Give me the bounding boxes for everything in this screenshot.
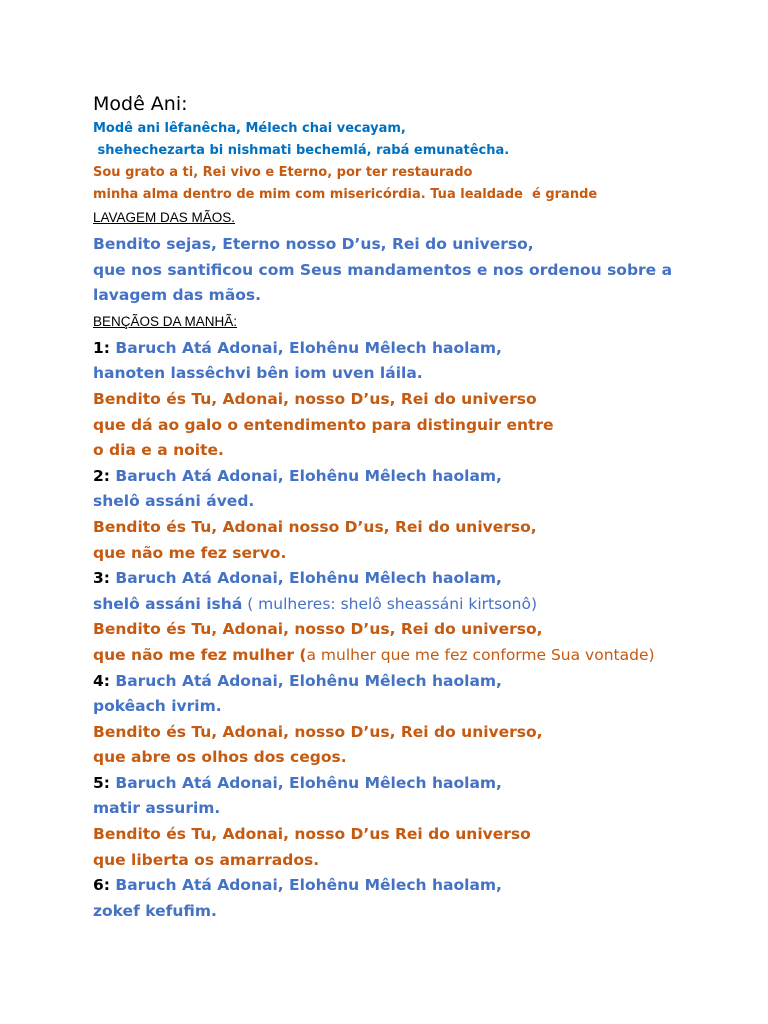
page-title: Modê Ani: [93, 93, 188, 115]
blessing-2-translation-line-1: Bendito és Tu, Adonai nosso D’us, Rei do universo, [93, 517, 537, 536]
lavagem-line-1: Bendito sejas, Eterno nosso D’us, Rei do universo, [93, 235, 534, 253]
blessing-3-hebrew-text-2: shelô assáni ishá [93, 594, 243, 613]
lavagem-line-2: que nos santificou com Seus mandamentos e nos ordenou sobre a [93, 260, 673, 279]
blessing-3-translation-note: a mulher que me fez conforme Sua vontade) [306, 645, 655, 664]
document-page [93, 90, 753, 924]
blessing-2-translation-line-2: que não me fez servo. [93, 543, 287, 562]
blessing-5-number: 5: [93, 773, 110, 792]
blessing-1-translation-line-2: que dá ao galo o entendimento para distinguir entre [93, 415, 554, 434]
blessing-5-hebrew-line-1 [93, 771, 753, 797]
lavagem-line-3: lavagem das mãos. [93, 286, 262, 305]
blessing-3-translation-text: que não me fez mulher ( [93, 645, 307, 664]
blessing-4-hebrew-line-1 [93, 669, 753, 695]
mode-ani-hebrew-line-2: shehechezarta bi nishmati bechemlá, rabá emunatêcha. [93, 143, 510, 158]
blessing-3-hebrew-line-2 [93, 592, 753, 618]
blessing-6-hebrew-line-1 [93, 873, 753, 899]
blessing-1-translation-line-1: Bendito és Tu, Adonai, nosso D’us, Rei do universo [93, 389, 537, 408]
blessing-4-hebrew-text: Baruch Atá Adonai, Elohênu Mêlech haolam, [109, 671, 502, 690]
blessing-4-translation-line-2: que abre os olhos dos cegos. [93, 748, 347, 767]
blessing-3-translation-line-1: Bendito és Tu, Adonai, nosso D’us, Rei do universo, [93, 620, 543, 639]
blessing-3-hebrew-note: ( mulheres: shelô sheassáni kirtsonô) [242, 594, 538, 613]
bencaos-heading: BENÇÃOS DA MANHÃ: [93, 313, 238, 329]
blessing-1-translation-line-3: o dia e a noite. [93, 441, 224, 460]
blessing-6-hebrew-line-2: zokef kefufim. [93, 901, 217, 920]
lavagem-heading: LAVAGEM DAS MÃOS. [93, 210, 236, 225]
blessing-2-number: 2: [93, 466, 110, 485]
blessing-2-hebrew-line-1 [93, 464, 753, 490]
blessing-1-hebrew-line-2: hanoten lassêchvi bên iom uven láila. [93, 364, 423, 383]
blessing-6-number: 6: [93, 876, 110, 895]
blessing-4-number: 4: [93, 671, 110, 690]
mode-ani-translation-line-1: Sou grato a ti, Rei vivo e Eterno, por ter restaurado [93, 165, 473, 180]
blessing-5-translation-line-1: Bendito és Tu, Adonai, nosso D’us Rei do universo [93, 825, 531, 844]
blessing-4-hebrew-line-2: pokêach ivrim. [93, 697, 222, 716]
mode-ani-hebrew-line-1: Modê ani lêfanêcha, Mélech chai vecayam, [93, 121, 406, 136]
blessing-4-translation-line-1: Bendito és Tu, Adonai, nosso D’us, Rei do universo, [93, 722, 543, 741]
blessing-3-number: 3: [93, 569, 110, 588]
blessing-3-hebrew-text: Baruch Atá Adonai, Elohênu Mêlech haolam, [109, 569, 502, 588]
blessing-6-hebrew-text: Baruch Atá Adonai, Elohênu Mêlech haolam, [109, 876, 502, 895]
blessing-2-hebrew-text: Baruch Atá Adonai, Elohênu Mêlech haolam, [109, 466, 502, 485]
blessing-1-hebrew-line-1 [93, 336, 753, 362]
blessing-5-translation-line-2: que liberta os amarrados. [93, 850, 320, 869]
blessing-5-hebrew-text: Baruch Atá Adonai, Elohênu Mêlech haolam, [109, 773, 502, 792]
blessing-1-number: 1: [93, 338, 110, 357]
blessing-2-hebrew-line-2: shelô assáni áved. [93, 492, 255, 511]
mode-ani-translation-line-2: minha alma dentro de mim com misericórdia. Tua lealdade é grande [93, 187, 598, 202]
blessing-3-translation-line-2 [93, 643, 753, 669]
blessing-1-hebrew-text: Baruch Atá Adonai, Elohênu Mêlech haolam, [109, 338, 502, 357]
blessing-3-hebrew-line-1 [93, 566, 753, 592]
blessing-5-hebrew-line-2: matir assurim. [93, 799, 221, 818]
